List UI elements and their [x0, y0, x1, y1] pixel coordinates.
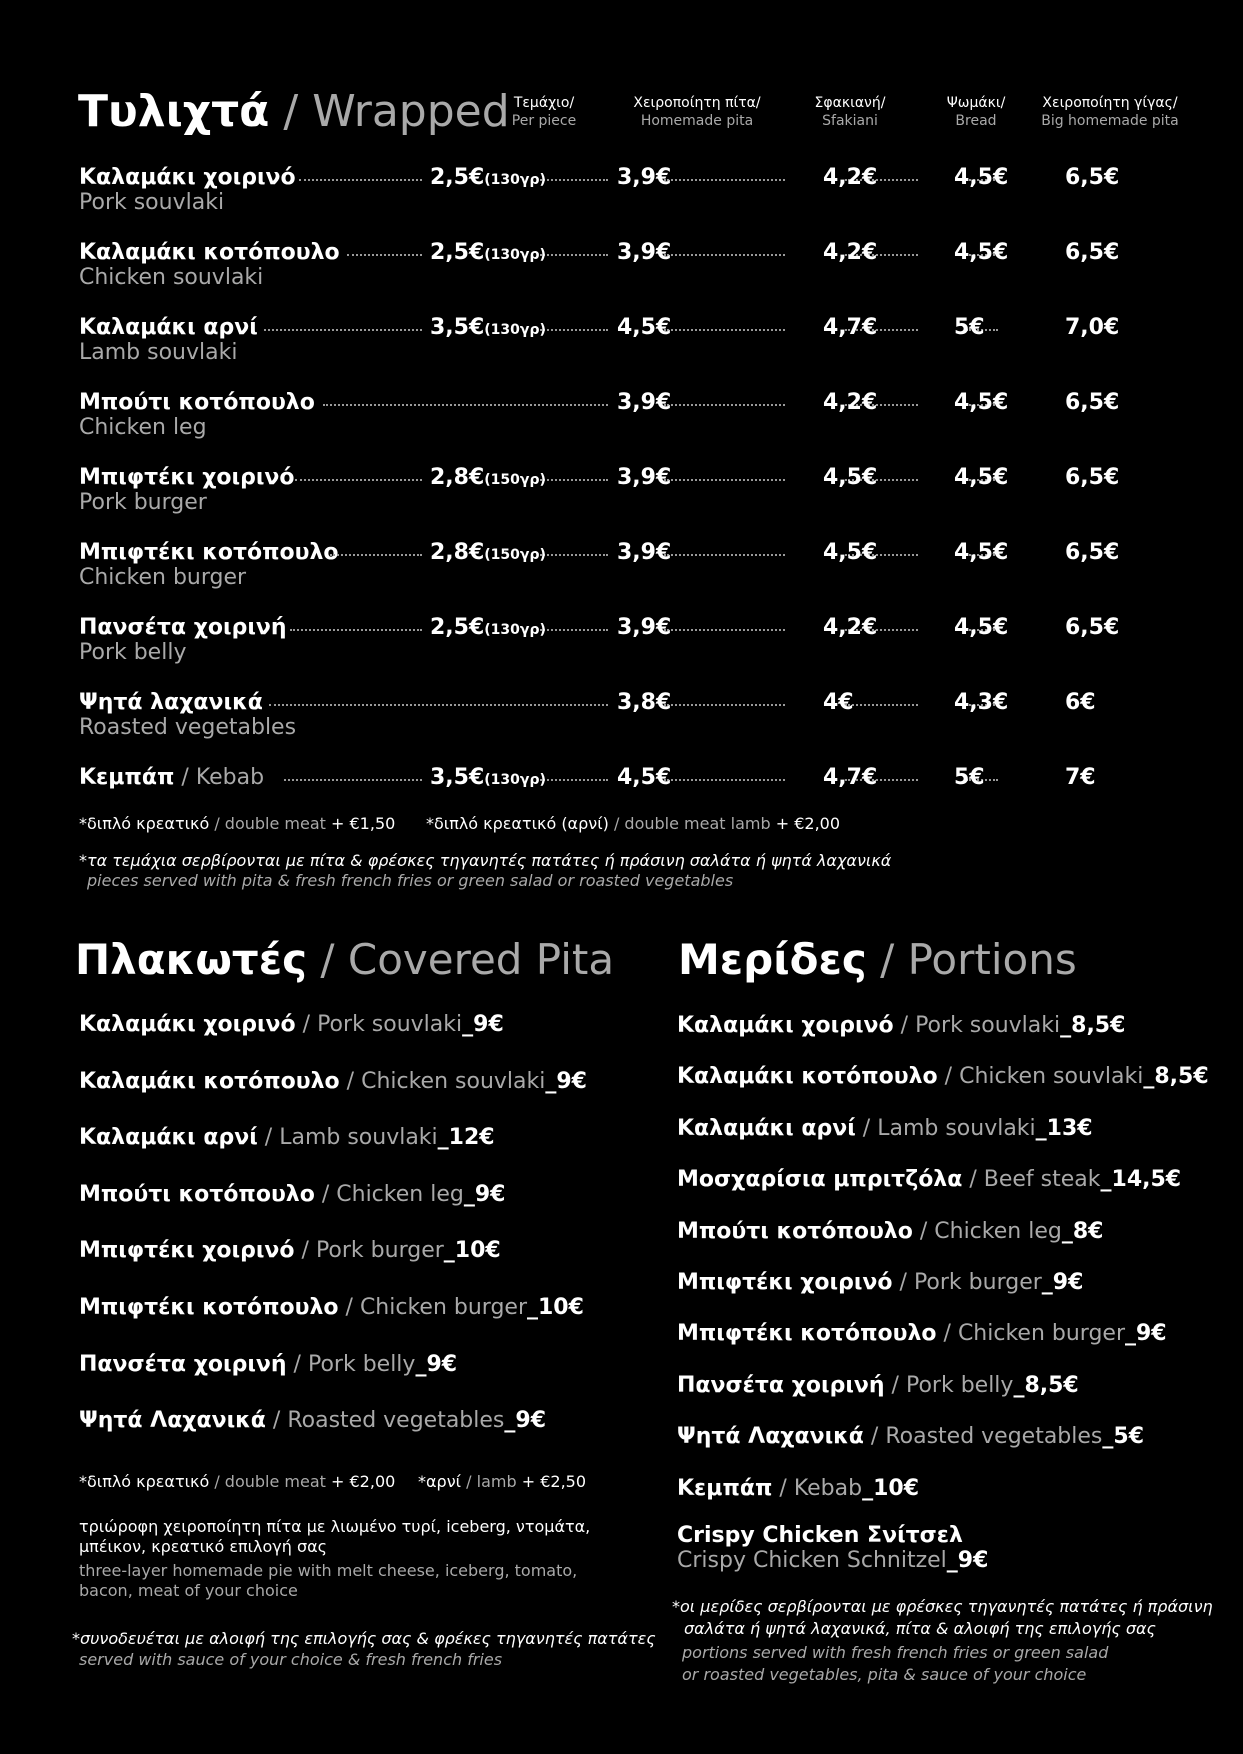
item-price: 9€ [1136, 1321, 1167, 1347]
item-price: 9€ [426, 1351, 458, 1377]
double-meat-lamb-note [426, 814, 840, 833]
price-homemade-pita: 3,9€ [617, 240, 672, 265]
weight: (150γρ) [484, 472, 546, 488]
price-bread: 4,5€ [954, 540, 1009, 565]
covered-item: Καλαμάκι κοτόπουλο / Chicken souvlaki_9€ [79, 1068, 587, 1094]
wrapped-row [79, 465, 1139, 525]
column-header-gr: Χειροποίητη πίτα/ [633, 95, 761, 111]
item-name-en: Chicken souvlaki [79, 265, 264, 290]
price-per-piece [430, 765, 546, 790]
portions-item: Μπιφτέκι χοιρινό / Pork burger_9€ [677, 1270, 1084, 1295]
desc-line: bacon, meat of your choice [79, 1581, 298, 1600]
note-line: *οι μερίδες σερβίρονται με φρέσκες τηγανητές πατάτες ή πράσινη [672, 1597, 1213, 1616]
portions-item: Καλαμάκι αρνί / Lamb souvlaki_13€ [677, 1115, 1093, 1141]
price-per-piece [430, 240, 546, 265]
leader-dots [540, 179, 608, 181]
leader-dots [347, 254, 422, 256]
leader-dots [664, 479, 785, 481]
column-header-bread [926, 94, 1026, 130]
price-bread: 4,5€ [954, 465, 1009, 490]
item-name-gr: Μπούτι κοτόπουλο [79, 1181, 315, 1207]
column-header-en: Per piece [511, 113, 577, 129]
leader-dots [284, 779, 422, 781]
column-header-gr: Τεμάχιο/ [513, 95, 575, 111]
item-price: 8,5€ [1154, 1064, 1209, 1090]
covered-double-meat-note [79, 1472, 395, 1492]
column-header-sfakiani [800, 94, 900, 130]
desc-line: μπέικον, κρεατικό επιλογή σας [79, 1537, 328, 1556]
item-name-en: Pork burger [79, 490, 207, 515]
note-line: or roasted vegetables, pita & sauce of your choice [682, 1665, 1087, 1684]
price-sfakiani: 4,2€ [823, 165, 878, 190]
item-name-en: Pork belly [307, 1351, 416, 1377]
note-price: + €2,50 [516, 1472, 587, 1491]
note-price: + €2,00 [325, 1472, 396, 1491]
covered-item: Καλαμάκι αρνί / Lamb souvlaki_12€ [79, 1125, 495, 1151]
item-name-gr: Ψητά Λαχανικά [79, 1408, 266, 1434]
covered-description-gr [79, 1517, 590, 1557]
price-sfakiani: 4,7€ [823, 765, 878, 790]
item-price: 14,5€ [1111, 1167, 1182, 1193]
price-big-pita: 6,5€ [1065, 540, 1120, 565]
item-name-en: Lamb souvlaki [279, 1125, 438, 1151]
item-name-gr: Μπιφτέκι κοτόπουλο [79, 1295, 339, 1320]
item-name-gr: Πανσέτα χοιρινή [79, 1351, 287, 1377]
price-bread: 4,3€ [954, 690, 1009, 715]
item-name: Κεμπάπ / Kebab [79, 765, 265, 790]
item-name-en: Roasted vegetables [287, 1408, 505, 1434]
price-bread: 4,5€ [954, 615, 1009, 640]
wrapped-title [78, 86, 510, 137]
item-name-en: Pork belly [79, 640, 187, 665]
leader-dots [540, 479, 608, 481]
title-separator: / [307, 935, 348, 984]
covered-lamb-note [418, 1472, 586, 1492]
wrapped-row [79, 540, 1139, 600]
price-homemade-pita: 4,5€ [617, 765, 672, 790]
note-gr: *διπλό κρεατικό [79, 1472, 210, 1491]
wrapped-served-note-en: pieces served with pita & fresh french fries or green salad or roasted vegetables [87, 871, 734, 890]
price-bread: 5€ [954, 765, 985, 790]
note-en: / lamb [461, 1472, 517, 1491]
title-separator: / [269, 86, 313, 137]
leader-dots [264, 329, 422, 331]
leader-dots [323, 404, 608, 406]
leader-dots [664, 329, 785, 331]
wrapped-row [79, 315, 1139, 375]
leader-dots [540, 779, 608, 781]
covered-item: Μπούτι κοτόπουλο / Chicken leg_9€ [79, 1181, 506, 1207]
item-name-gr: Καλαμάκι χοιρινό [79, 165, 296, 190]
price-per-piece [430, 615, 546, 640]
price-value: 2,5€ [430, 240, 485, 265]
item-price: 5€ [1113, 1424, 1145, 1450]
column-header-homemade-pita [622, 94, 772, 130]
covered-title-gr: Πλακωτές [75, 935, 308, 984]
price-homemade-pita: 3,8€ [617, 690, 672, 715]
crispy-name-gr: Crispy Chicken Σνίτσελ [677, 1523, 963, 1548]
price-value: 2,5€ [430, 615, 485, 640]
leader-dots [540, 329, 608, 331]
price-homemade-pita: 4,5€ [617, 315, 672, 340]
column-header-en: Bread [955, 113, 997, 129]
item-name-gr: Καλαμάκι αρνί [79, 315, 258, 340]
leader-dots [295, 479, 422, 481]
price-sfakiani: 4,5€ [823, 540, 878, 565]
leader-dots [299, 179, 422, 181]
double-meat-note [79, 814, 395, 833]
price-sfakiani: 4,2€ [823, 615, 878, 640]
portions-item: Μπούτι κοτόπουλο / Chicken leg_8€ [677, 1218, 1104, 1244]
price-homemade-pita: 3,9€ [617, 540, 672, 565]
note-price: + €2,00 [770, 814, 841, 833]
price-homemade-pita: 3,9€ [617, 390, 672, 415]
leader-dots [540, 629, 608, 631]
item-price: 10€ [454, 1238, 501, 1264]
item-price: 12€ [448, 1125, 495, 1151]
price-sfakiani: 4,2€ [823, 390, 878, 415]
price-big-pita: 7€ [1065, 765, 1096, 790]
price-homemade-pita: 3,9€ [617, 615, 672, 640]
item-name-en: Pork souvlaki [915, 1013, 1061, 1038]
item-price: 8,5€ [1024, 1372, 1079, 1398]
portions-item: Μπιφτέκι κοτόπουλο / Chicken burger_9€ [677, 1321, 1167, 1347]
column-header-gr: Χειροποίητη γίγας/ [1042, 95, 1178, 111]
leader-dots [664, 254, 785, 256]
wrapped-row [79, 165, 1139, 225]
item-price: 9€ [473, 1012, 504, 1037]
price-sfakiani: 4€ [823, 690, 854, 715]
item-name-en: Chicken burger [359, 1295, 527, 1320]
price-sfakiani: 4,2€ [823, 240, 878, 265]
covered-item: Πανσέτα χοιρινή / Pork belly_9€ [79, 1351, 458, 1377]
portions-served-note-gr [672, 1596, 1213, 1640]
note-line: portions served with fresh french fries or green salad [682, 1643, 1109, 1662]
price-per-piece [430, 165, 546, 190]
portions-title [678, 935, 1077, 984]
wrapped-title-en: Wrapped [312, 86, 510, 137]
crispy-name-en: Crispy Chicken Schnitzel [677, 1548, 947, 1573]
price-per-piece [430, 315, 546, 340]
covered-title-en: Covered Pita [347, 935, 615, 984]
covered-item: Μπιφτέκι κοτόπουλο / Chicken burger_10€ [79, 1295, 584, 1320]
portions-item: Κεμπάπ / Kebab_10€ [677, 1475, 920, 1501]
portions-item: Μοσχαρίσια μπριτζόλα / Beef steak_14,5€ [677, 1167, 1182, 1193]
item-name-gr: Πανσέτα χοιρινή [79, 615, 287, 640]
note-en: / double meat lamb [608, 814, 771, 833]
item-name-en: Chicken souvlaki [959, 1064, 1144, 1090]
price-big-pita: 6,5€ [1065, 240, 1120, 265]
item-price: 9€ [1052, 1270, 1084, 1295]
item-name-en: Roasted vegetables [79, 715, 297, 740]
portions-item: Καλαμάκι κοτόπουλο / Chicken souvlaki_8,5€ [677, 1064, 1209, 1090]
price-homemade-pita: 3,9€ [617, 465, 672, 490]
item-name-gr: Μπούτι κοτόπουλο [677, 1218, 913, 1244]
column-header-en: Big homemade pita [1041, 113, 1179, 129]
wrapped-row [79, 390, 1139, 450]
price-value: 3,5€ [430, 315, 485, 340]
leader-dots [664, 704, 785, 706]
weight: (130γρ) [484, 247, 546, 263]
covered-served-note-gr: *συνοδευέται με αλοιφή της επιλογής σας & φρέκες τηγανητές πατάτες [72, 1629, 656, 1648]
price-homemade-pita: 3,9€ [617, 165, 672, 190]
price-big-pita: 7,0€ [1065, 315, 1120, 340]
item-name-en: Kebab [793, 1475, 863, 1501]
portions-item: Πανσέτα χοιρινή / Pork belly_8,5€ [677, 1372, 1079, 1398]
price-value: 2,5€ [430, 165, 485, 190]
item-name-en: Kebab [195, 765, 265, 790]
portions-item: Ψητά Λαχανικά / Roasted vegetables_5€ [677, 1424, 1145, 1450]
leader-dots [664, 404, 785, 406]
item-name-gr: Μπιφτέκι χοιρινό [79, 1238, 295, 1264]
covered-pita-title [75, 935, 614, 984]
item-name-en: Beef steak [983, 1167, 1101, 1193]
item-name-gr: Ψητά Λαχανικά [677, 1424, 864, 1450]
item-name-gr: Καλαμάκι αρνί [677, 1115, 856, 1141]
price-big-pita: 6€ [1065, 690, 1096, 715]
item-name-en: Chicken souvlaki [361, 1068, 546, 1094]
leader-dots [664, 179, 785, 181]
covered-description-en [79, 1561, 577, 1601]
covered-served-note-en: served with sauce of your choice & fresh french fries [79, 1650, 503, 1669]
weight: (150γρ) [484, 547, 546, 563]
column-header-gr: Σφακιανή/ [814, 95, 886, 111]
desc-line: three-layer homemade pie with melt cheese, iceberg, tomato, [79, 1561, 578, 1580]
note-price: + €1,50 [325, 814, 396, 833]
leader-dots [330, 554, 422, 556]
item-name-gr: Κεμπάπ [79, 765, 175, 790]
item-name-gr: Ψητά λαχανικά [79, 690, 263, 715]
item-name-en: Chicken leg [336, 1181, 464, 1207]
leader-dots [269, 704, 608, 706]
leader-dots [540, 254, 608, 256]
wrapped-row [79, 240, 1139, 300]
item-name-gr: Καλαμάκι κοτόπουλο [677, 1064, 938, 1090]
item-price: 10€ [538, 1295, 584, 1320]
item-name-en: Chicken leg [79, 415, 207, 440]
price-sfakiani: 4,5€ [823, 465, 878, 490]
leader-dots [845, 704, 918, 706]
portions-served-note-en [682, 1642, 1108, 1686]
price-bread: 4,5€ [954, 390, 1009, 415]
column-header-per-piece [492, 94, 596, 130]
leader-dots [664, 629, 785, 631]
crispy-price: 9€ [957, 1548, 989, 1573]
item-name-gr: Μπιφτέκι χοιρινό [79, 465, 295, 490]
note-en: / double meat [209, 1472, 326, 1491]
item-price: 8€ [1072, 1218, 1104, 1244]
item-name-gr: Πανσέτα χοιρινή [677, 1372, 885, 1398]
crispy-chicken-item: Crispy Chicken Σνίτσελ Crispy Chicken Schnitzel_9€ [677, 1523, 989, 1573]
item-price: 8,5€ [1071, 1013, 1126, 1038]
price-bread: 5€ [954, 315, 985, 340]
item-name-en: Pork burger [315, 1238, 444, 1264]
item-price: 9€ [474, 1181, 506, 1207]
item-name-en: Chicken leg [934, 1218, 1062, 1244]
item-name-gr: Καλαμάκι χοιρινό [677, 1013, 894, 1038]
price-big-pita: 6,5€ [1065, 615, 1120, 640]
item-price: 9€ [515, 1408, 547, 1434]
item-name-gr: Κεμπάπ [677, 1475, 773, 1501]
price-big-pita: 6,5€ [1065, 465, 1120, 490]
item-name-gr: Μπιφτέκι χοιρινό [677, 1270, 893, 1295]
item-name-gr: Καλαμάκι κοτόπουλο [79, 240, 340, 265]
item-price: 9€ [556, 1068, 587, 1094]
item-name-gr: Μπιφτέκι κοτόπουλο [677, 1321, 937, 1347]
portions-title-gr: Μερίδες [678, 935, 867, 984]
note-gr: *διπλό κρεατικό [79, 814, 210, 833]
portions-title-en: Portions [907, 935, 1077, 984]
price-bread: 4,5€ [954, 240, 1009, 265]
price-value: 2,8€ [430, 465, 485, 490]
column-header-en: Homemade pita [640, 113, 754, 129]
leader-dots [540, 554, 608, 556]
item-name-en: Roasted vegetables [885, 1424, 1103, 1450]
price-big-pita: 6,5€ [1065, 165, 1120, 190]
item-name-gr: Μοσχαρίσια μπριτζόλα [677, 1167, 963, 1193]
column-header-gr: Ψωμάκι/ [946, 95, 1006, 111]
column-header-big-pita [1040, 94, 1180, 130]
item-name-en: Pork burger [913, 1270, 1042, 1295]
price-big-pita: 6,5€ [1065, 390, 1120, 415]
item-name-en: Pork souvlaki [79, 190, 225, 215]
item-price: 13€ [1046, 1115, 1093, 1141]
leader-dots [664, 554, 785, 556]
item-name-gr: Καλαμάκι χοιρινό [79, 1012, 296, 1037]
note-gr: *διπλό κρεατικό (αρνί) [426, 814, 609, 833]
weight: (130γρ) [484, 622, 546, 638]
price-value: 2,8€ [430, 540, 485, 565]
item-name-en: Lamb souvlaki [877, 1115, 1036, 1141]
wrapped-row [79, 615, 1139, 675]
weight: (130γρ) [484, 172, 546, 188]
leader-dots [664, 779, 785, 781]
column-header-en: Sfakiani [822, 113, 878, 129]
note-gr: *αρνί [418, 1472, 462, 1491]
price-bread: 4,5€ [954, 165, 1009, 190]
item-name-en: Pork belly [905, 1372, 1014, 1398]
item-price: 10€ [873, 1475, 920, 1501]
leader-dots [290, 629, 422, 631]
price-sfakiani: 4,7€ [823, 315, 878, 340]
title-separator: / [866, 935, 908, 984]
item-name-en: Lamb souvlaki [79, 340, 238, 365]
item-name-gr: Καλαμάκι κοτόπουλο [79, 1068, 340, 1094]
weight: (130γρ) [484, 322, 546, 338]
covered-item: Καλαμάκι χοιρινό / Pork souvlaki_9€ [79, 1012, 504, 1037]
desc-line: τριώροφη χειροποίητη πίτα με λιωμένο τυρί, iceberg, ντομάτα, [79, 1517, 591, 1536]
covered-item: Μπιφτέκι χοιρινό / Pork burger_10€ [79, 1238, 501, 1264]
item-name-gr: Μπιφτέκι κοτόπουλο [79, 540, 339, 565]
item-name-en: Chicken burger [79, 565, 247, 590]
price-per-piece [430, 540, 546, 565]
portions-item: Καλαμάκι χοιρινό / Pork souvlaki_8,5€ [677, 1013, 1126, 1038]
item-name-gr: Καλαμάκι αρνί [79, 1125, 258, 1151]
weight: (130γρ) [484, 772, 546, 788]
item-name-gr: Μπούτι κοτόπουλο [79, 390, 315, 415]
item-name-en: Pork souvlaki [317, 1012, 463, 1037]
wrapped-row [79, 690, 1139, 750]
wrapped-served-note-gr: *τα τεμάχια σερβίρονται με πίτα & φρέσκες τηγανητές πατάτες ή πράσινη σαλάτα ή ψητά λαχανικά [79, 851, 892, 870]
note-line: σαλάτα ή ψητά λαχανικά, πίτα & αλοιφή της επιλογής σας [684, 1619, 1156, 1638]
note-en: / double meat [209, 814, 326, 833]
covered-item: Ψητά Λαχανικά / Roasted vegetables_9€ [79, 1408, 547, 1434]
wrapped-title-gr: Τυλιχτά [78, 86, 270, 137]
item-name-en: Chicken burger [957, 1321, 1125, 1347]
price-per-piece [430, 465, 546, 490]
price-value: 3,5€ [430, 765, 485, 790]
